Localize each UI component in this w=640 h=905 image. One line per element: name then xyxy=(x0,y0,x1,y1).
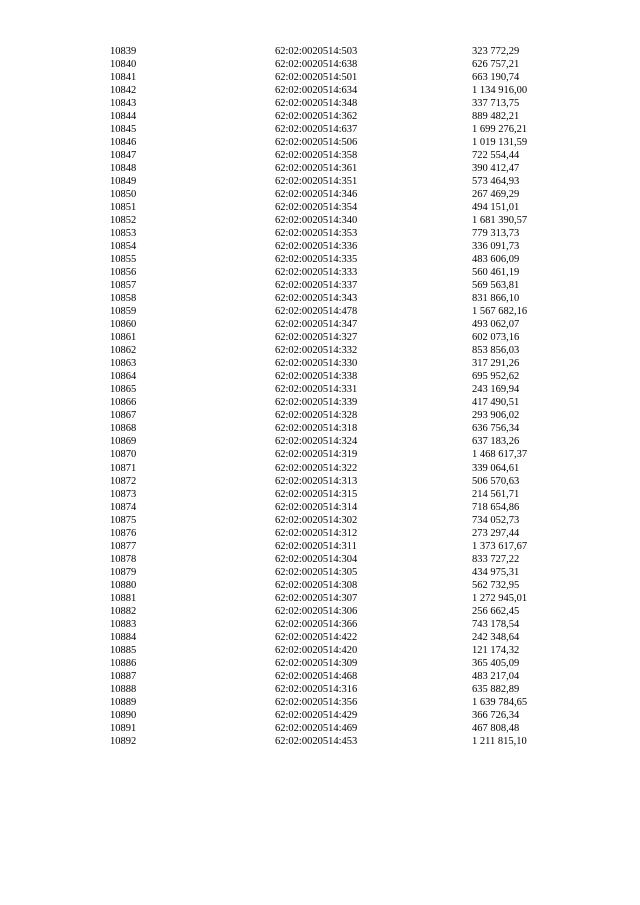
table-row xyxy=(110,123,580,136)
table-row xyxy=(110,696,580,709)
row-number-cell: 10880 xyxy=(110,579,137,591)
row-number-cell: 10850 xyxy=(110,189,137,201)
cadastral-value-cell: 889 482,21 xyxy=(472,111,520,123)
cadastral-value-cell: 336 091,73 xyxy=(472,241,520,253)
table-row xyxy=(110,683,580,696)
cadastral-value-cell: 853 856,03 xyxy=(472,345,520,357)
cadastral-value-cell: 317 291,26 xyxy=(472,358,520,370)
table-row xyxy=(110,175,580,188)
row-number-cell: 10860 xyxy=(110,319,137,331)
table-row xyxy=(110,435,580,448)
cadastral-number-cell: 62:02:0020514:346 xyxy=(275,189,358,201)
cadastral-value-cell: 734 052,73 xyxy=(472,514,520,526)
row-number-cell: 10849 xyxy=(110,176,137,188)
cadastral-value-cell: 1 639 784,65 xyxy=(472,696,528,708)
table-row xyxy=(110,618,580,631)
cadastral-number-cell: 62:02:0020514:328 xyxy=(275,410,358,422)
cadastral-number-cell: 62:02:0020514:327 xyxy=(275,332,358,344)
row-number-cell: 10873 xyxy=(110,488,137,500)
row-number-cell: 10841 xyxy=(110,72,137,84)
table-row xyxy=(110,162,580,175)
cadastral-number-cell: 62:02:0020514:347 xyxy=(275,319,358,331)
cadastral-number-cell: 62:02:0020514:503 xyxy=(275,46,358,57)
cadastral-number-cell: 62:02:0020514:339 xyxy=(275,397,358,409)
cadastral-value-cell: 1 567 682,16 xyxy=(472,306,528,318)
row-number-cell: 10854 xyxy=(110,241,137,253)
row-number-cell: 10845 xyxy=(110,124,137,136)
table-row xyxy=(110,462,580,475)
cadastral-number-cell: 62:02:0020514:309 xyxy=(275,657,358,669)
row-number-cell: 10847 xyxy=(110,150,137,162)
cadastral-number-cell: 62:02:0020514:306 xyxy=(275,605,358,617)
cadastral-value-cell: 569 563,81 xyxy=(472,280,520,292)
row-number-cell: 10839 xyxy=(110,46,137,57)
table-row xyxy=(110,396,580,409)
cadastral-value-cell: 635 882,89 xyxy=(472,683,520,695)
table-row xyxy=(110,227,580,240)
cadastral-value-table xyxy=(110,45,580,748)
cadastral-number-cell: 62:02:0020514:315 xyxy=(275,488,358,500)
table-row xyxy=(110,344,580,357)
cadastral-number-cell: 62:02:0020514:319 xyxy=(275,449,358,461)
row-number-cell: 10870 xyxy=(110,449,137,461)
cadastral-value-cell: 663 190,74 xyxy=(472,72,520,84)
row-number-cell: 10853 xyxy=(110,228,137,240)
cadastral-number-cell: 62:02:0020514:469 xyxy=(275,722,358,734)
row-number-cell: 10871 xyxy=(110,462,137,474)
cadastral-value-cell: 417 490,51 xyxy=(472,397,520,409)
row-number-cell: 10855 xyxy=(110,254,137,266)
cadastral-number-cell: 62:02:0020514:316 xyxy=(275,683,358,695)
row-number-cell: 10883 xyxy=(110,618,137,630)
row-number-cell: 10875 xyxy=(110,514,137,526)
cadastral-value-cell: 273 297,44 xyxy=(472,527,520,539)
cadastral-number-cell: 62:02:0020514:362 xyxy=(275,111,358,123)
table-row xyxy=(110,566,580,579)
cadastral-value-cell: 366 726,34 xyxy=(472,709,520,721)
cadastral-value-cell: 695 952,62 xyxy=(472,371,520,383)
row-number-cell: 10885 xyxy=(110,644,137,656)
cadastral-value-cell: 562 732,95 xyxy=(472,579,520,591)
row-number-cell: 10878 xyxy=(110,553,137,565)
cadastral-value-cell: 831 866,10 xyxy=(472,293,520,305)
cadastral-number-cell: 62:02:0020514:338 xyxy=(275,371,358,383)
table-row xyxy=(110,292,580,305)
cadastral-number-cell: 62:02:0020514:478 xyxy=(275,306,358,318)
cadastral-number-cell: 62:02:0020514:348 xyxy=(275,98,358,110)
row-number-cell: 10876 xyxy=(110,527,137,539)
row-number-cell: 10884 xyxy=(110,631,137,643)
cadastral-value-cell: 1 211 815,10 xyxy=(472,735,527,747)
row-number-cell: 10859 xyxy=(110,306,137,318)
cadastral-value-cell: 339 064,61 xyxy=(472,462,520,474)
cadastral-number-cell: 62:02:0020514:356 xyxy=(275,696,358,708)
cadastral-number-cell: 62:02:0020514:340 xyxy=(275,215,358,227)
table-row xyxy=(110,448,580,461)
cadastral-value-cell: 560 461,19 xyxy=(472,267,520,279)
cadastral-number-cell: 62:02:0020514:453 xyxy=(275,735,358,747)
cadastral-number-cell: 62:02:0020514:506 xyxy=(275,137,358,149)
cadastral-value-cell: 483 217,04 xyxy=(472,670,520,682)
cadastral-number-cell: 62:02:0020514:358 xyxy=(275,150,358,162)
cadastral-number-cell: 62:02:0020514:638 xyxy=(275,59,358,71)
row-number-cell: 10879 xyxy=(110,566,137,578)
cadastral-value-cell: 365 405,09 xyxy=(472,657,520,669)
row-number-cell: 10844 xyxy=(110,111,137,123)
table-row xyxy=(110,540,580,553)
table-row xyxy=(110,383,580,396)
cadastral-number-cell: 62:02:0020514:312 xyxy=(275,527,358,539)
cadastral-value-cell: 718 654,86 xyxy=(472,501,520,513)
table-row xyxy=(110,735,580,748)
row-number-cell: 10865 xyxy=(110,384,137,396)
row-number-cell: 10868 xyxy=(110,423,137,435)
row-number-cell: 10852 xyxy=(110,215,137,227)
cadastral-number-cell: 62:02:0020514:468 xyxy=(275,670,358,682)
cadastral-number-cell: 62:02:0020514:305 xyxy=(275,566,358,578)
row-number-cell: 10846 xyxy=(110,137,137,149)
table-row xyxy=(110,644,580,657)
cadastral-number-cell: 62:02:0020514:311 xyxy=(275,540,357,552)
table-row xyxy=(110,657,580,670)
cadastral-value-cell: 242 348,64 xyxy=(472,631,520,643)
table-row xyxy=(110,488,580,501)
cadastral-value-cell: 256 662,45 xyxy=(472,605,520,617)
cadastral-value-cell: 243 169,94 xyxy=(472,384,520,396)
table-row xyxy=(110,357,580,370)
table-row xyxy=(110,45,580,58)
cadastral-number-cell: 62:02:0020514:420 xyxy=(275,644,358,656)
cadastral-number-cell: 62:02:0020514:304 xyxy=(275,553,358,565)
cadastral-number-cell: 62:02:0020514:343 xyxy=(275,293,358,305)
row-number-cell: 10857 xyxy=(110,280,137,292)
cadastral-value-cell: 1 681 390,57 xyxy=(472,215,528,227)
cadastral-value-cell: 323 772,29 xyxy=(472,46,520,57)
cadastral-value-cell: 636 756,34 xyxy=(472,423,520,435)
row-number-cell: 10869 xyxy=(110,436,137,448)
cadastral-value-cell: 467 808,48 xyxy=(472,722,520,734)
table-row xyxy=(110,422,580,435)
row-number-cell: 10843 xyxy=(110,98,137,110)
cadastral-number-cell: 62:02:0020514:314 xyxy=(275,501,358,513)
table-row xyxy=(110,722,580,735)
cadastral-value-cell: 267 469,29 xyxy=(472,189,520,201)
row-number-cell: 10866 xyxy=(110,397,137,409)
table-row xyxy=(110,149,580,162)
row-number-cell: 10856 xyxy=(110,267,137,279)
table-row xyxy=(110,631,580,644)
cadastral-value-cell: 121 174,32 xyxy=(472,644,520,656)
row-number-cell: 10874 xyxy=(110,501,137,513)
cadastral-value-cell: 1 373 617,67 xyxy=(472,540,528,552)
row-number-cell: 10863 xyxy=(110,358,137,370)
cadastral-number-cell: 62:02:0020514:422 xyxy=(275,631,358,643)
table-row xyxy=(110,709,580,722)
table-row xyxy=(110,475,580,488)
cadastral-number-cell: 62:02:0020514:637 xyxy=(275,124,358,136)
cadastral-number-cell: 62:02:0020514:307 xyxy=(275,592,358,604)
table-row xyxy=(110,266,580,279)
table-row xyxy=(110,579,580,592)
table-row xyxy=(110,527,580,540)
table-row xyxy=(110,605,580,618)
table-row xyxy=(110,514,580,527)
cadastral-number-cell: 62:02:0020514:634 xyxy=(275,85,358,97)
cadastral-value-cell: 483 606,09 xyxy=(472,254,520,266)
cadastral-number-cell: 62:02:0020514:351 xyxy=(275,176,358,188)
table-row xyxy=(110,592,580,605)
cadastral-value-cell: 214 561,71 xyxy=(472,488,520,500)
table-row xyxy=(110,318,580,331)
table-row xyxy=(110,214,580,227)
row-number-cell: 10881 xyxy=(110,592,137,604)
cadastral-number-cell: 62:02:0020514:332 xyxy=(275,345,358,357)
cadastral-value-cell: 506 570,63 xyxy=(472,475,520,487)
table-row xyxy=(110,253,580,266)
row-number-cell: 10891 xyxy=(110,722,137,734)
cadastral-value-cell: 626 757,21 xyxy=(472,59,520,71)
table-row xyxy=(110,188,580,201)
table-row xyxy=(110,58,580,71)
row-number-cell: 10861 xyxy=(110,332,137,344)
cadastral-value-cell: 743 178,54 xyxy=(472,618,520,630)
cadastral-number-cell: 62:02:0020514:322 xyxy=(275,462,358,474)
table-row xyxy=(110,370,580,383)
cadastral-number-cell: 62:02:0020514:353 xyxy=(275,228,358,240)
cadastral-value-cell: 337 713,75 xyxy=(472,98,520,110)
table-row xyxy=(110,553,580,566)
row-number-cell: 10872 xyxy=(110,475,137,487)
table-row xyxy=(110,501,580,514)
table-row xyxy=(110,279,580,292)
row-number-cell: 10892 xyxy=(110,735,137,747)
cadastral-value-cell: 293 906,02 xyxy=(472,410,520,422)
table-row xyxy=(110,110,580,123)
cadastral-value-cell: 390 412,47 xyxy=(472,163,520,175)
cadastral-value-cell: 722 554,44 xyxy=(472,150,520,162)
row-number-cell: 10858 xyxy=(110,293,137,305)
row-number-cell: 10864 xyxy=(110,371,137,383)
row-number-cell: 10882 xyxy=(110,605,137,617)
table-row xyxy=(110,240,580,253)
row-number-cell: 10887 xyxy=(110,670,137,682)
row-number-cell: 10862 xyxy=(110,345,137,357)
row-number-cell: 10886 xyxy=(110,657,137,669)
cadastral-value-cell: 493 062,07 xyxy=(472,319,520,331)
row-number-cell: 10840 xyxy=(110,59,137,71)
cadastral-value-cell: 779 313,73 xyxy=(472,228,520,240)
table-row xyxy=(110,670,580,683)
cadastral-number-cell: 62:02:0020514:335 xyxy=(275,254,358,266)
cadastral-value-cell: 573 464,93 xyxy=(472,176,520,188)
cadastral-value-cell: 637 183,26 xyxy=(472,436,520,448)
row-number-cell: 10877 xyxy=(110,540,137,552)
table-row xyxy=(110,71,580,84)
row-number-cell: 10867 xyxy=(110,410,137,422)
cadastral-value-cell: 434 975,31 xyxy=(472,566,520,578)
table-row xyxy=(110,201,580,214)
cadastral-number-cell: 62:02:0020514:366 xyxy=(275,618,358,630)
row-number-cell: 10889 xyxy=(110,696,137,708)
cadastral-number-cell: 62:02:0020514:313 xyxy=(275,475,358,487)
cadastral-number-cell: 62:02:0020514:429 xyxy=(275,709,358,721)
cadastral-value-cell: 1 699 276,21 xyxy=(472,124,528,136)
table-row xyxy=(110,97,580,110)
cadastral-number-cell: 62:02:0020514:337 xyxy=(275,280,358,292)
table-row xyxy=(110,331,580,344)
cadastral-number-cell: 62:02:0020514:302 xyxy=(275,514,358,526)
cadastral-number-cell: 62:02:0020514:336 xyxy=(275,241,358,253)
cadastral-value-cell: 1 134 916,00 xyxy=(472,85,528,97)
table-row xyxy=(110,305,580,318)
table-row xyxy=(110,136,580,149)
cadastral-number-cell: 62:02:0020514:361 xyxy=(275,163,358,175)
cadastral-number-cell: 62:02:0020514:333 xyxy=(275,267,358,279)
row-number-cell: 10842 xyxy=(110,85,137,97)
cadastral-value-cell: 1 272 945,01 xyxy=(472,592,528,604)
row-number-cell: 10848 xyxy=(110,163,137,175)
cadastral-value-cell: 1 468 617,37 xyxy=(472,449,528,461)
cadastral-number-cell: 62:02:0020514:330 xyxy=(275,358,358,370)
cadastral-number-cell: 62:02:0020514:501 xyxy=(275,72,358,84)
cadastral-value-cell: 1 019 131,59 xyxy=(472,137,528,149)
cadastral-value-cell: 494 151,01 xyxy=(472,202,520,214)
cadastral-number-cell: 62:02:0020514:331 xyxy=(275,384,358,396)
table-row xyxy=(110,409,580,422)
cadastral-number-cell: 62:02:0020514:354 xyxy=(275,202,358,214)
row-number-cell: 10851 xyxy=(110,202,137,214)
row-number-cell: 10890 xyxy=(110,709,137,721)
cadastral-number-cell: 62:02:0020514:318 xyxy=(275,423,358,435)
cadastral-number-cell: 62:02:0020514:324 xyxy=(275,436,358,448)
row-number-cell: 10888 xyxy=(110,683,137,695)
cadastral-value-cell: 602 073,16 xyxy=(472,332,520,344)
cadastral-number-cell: 62:02:0020514:308 xyxy=(275,579,358,591)
cadastral-value-cell: 833 727,22 xyxy=(472,553,520,565)
table-row xyxy=(110,84,580,97)
